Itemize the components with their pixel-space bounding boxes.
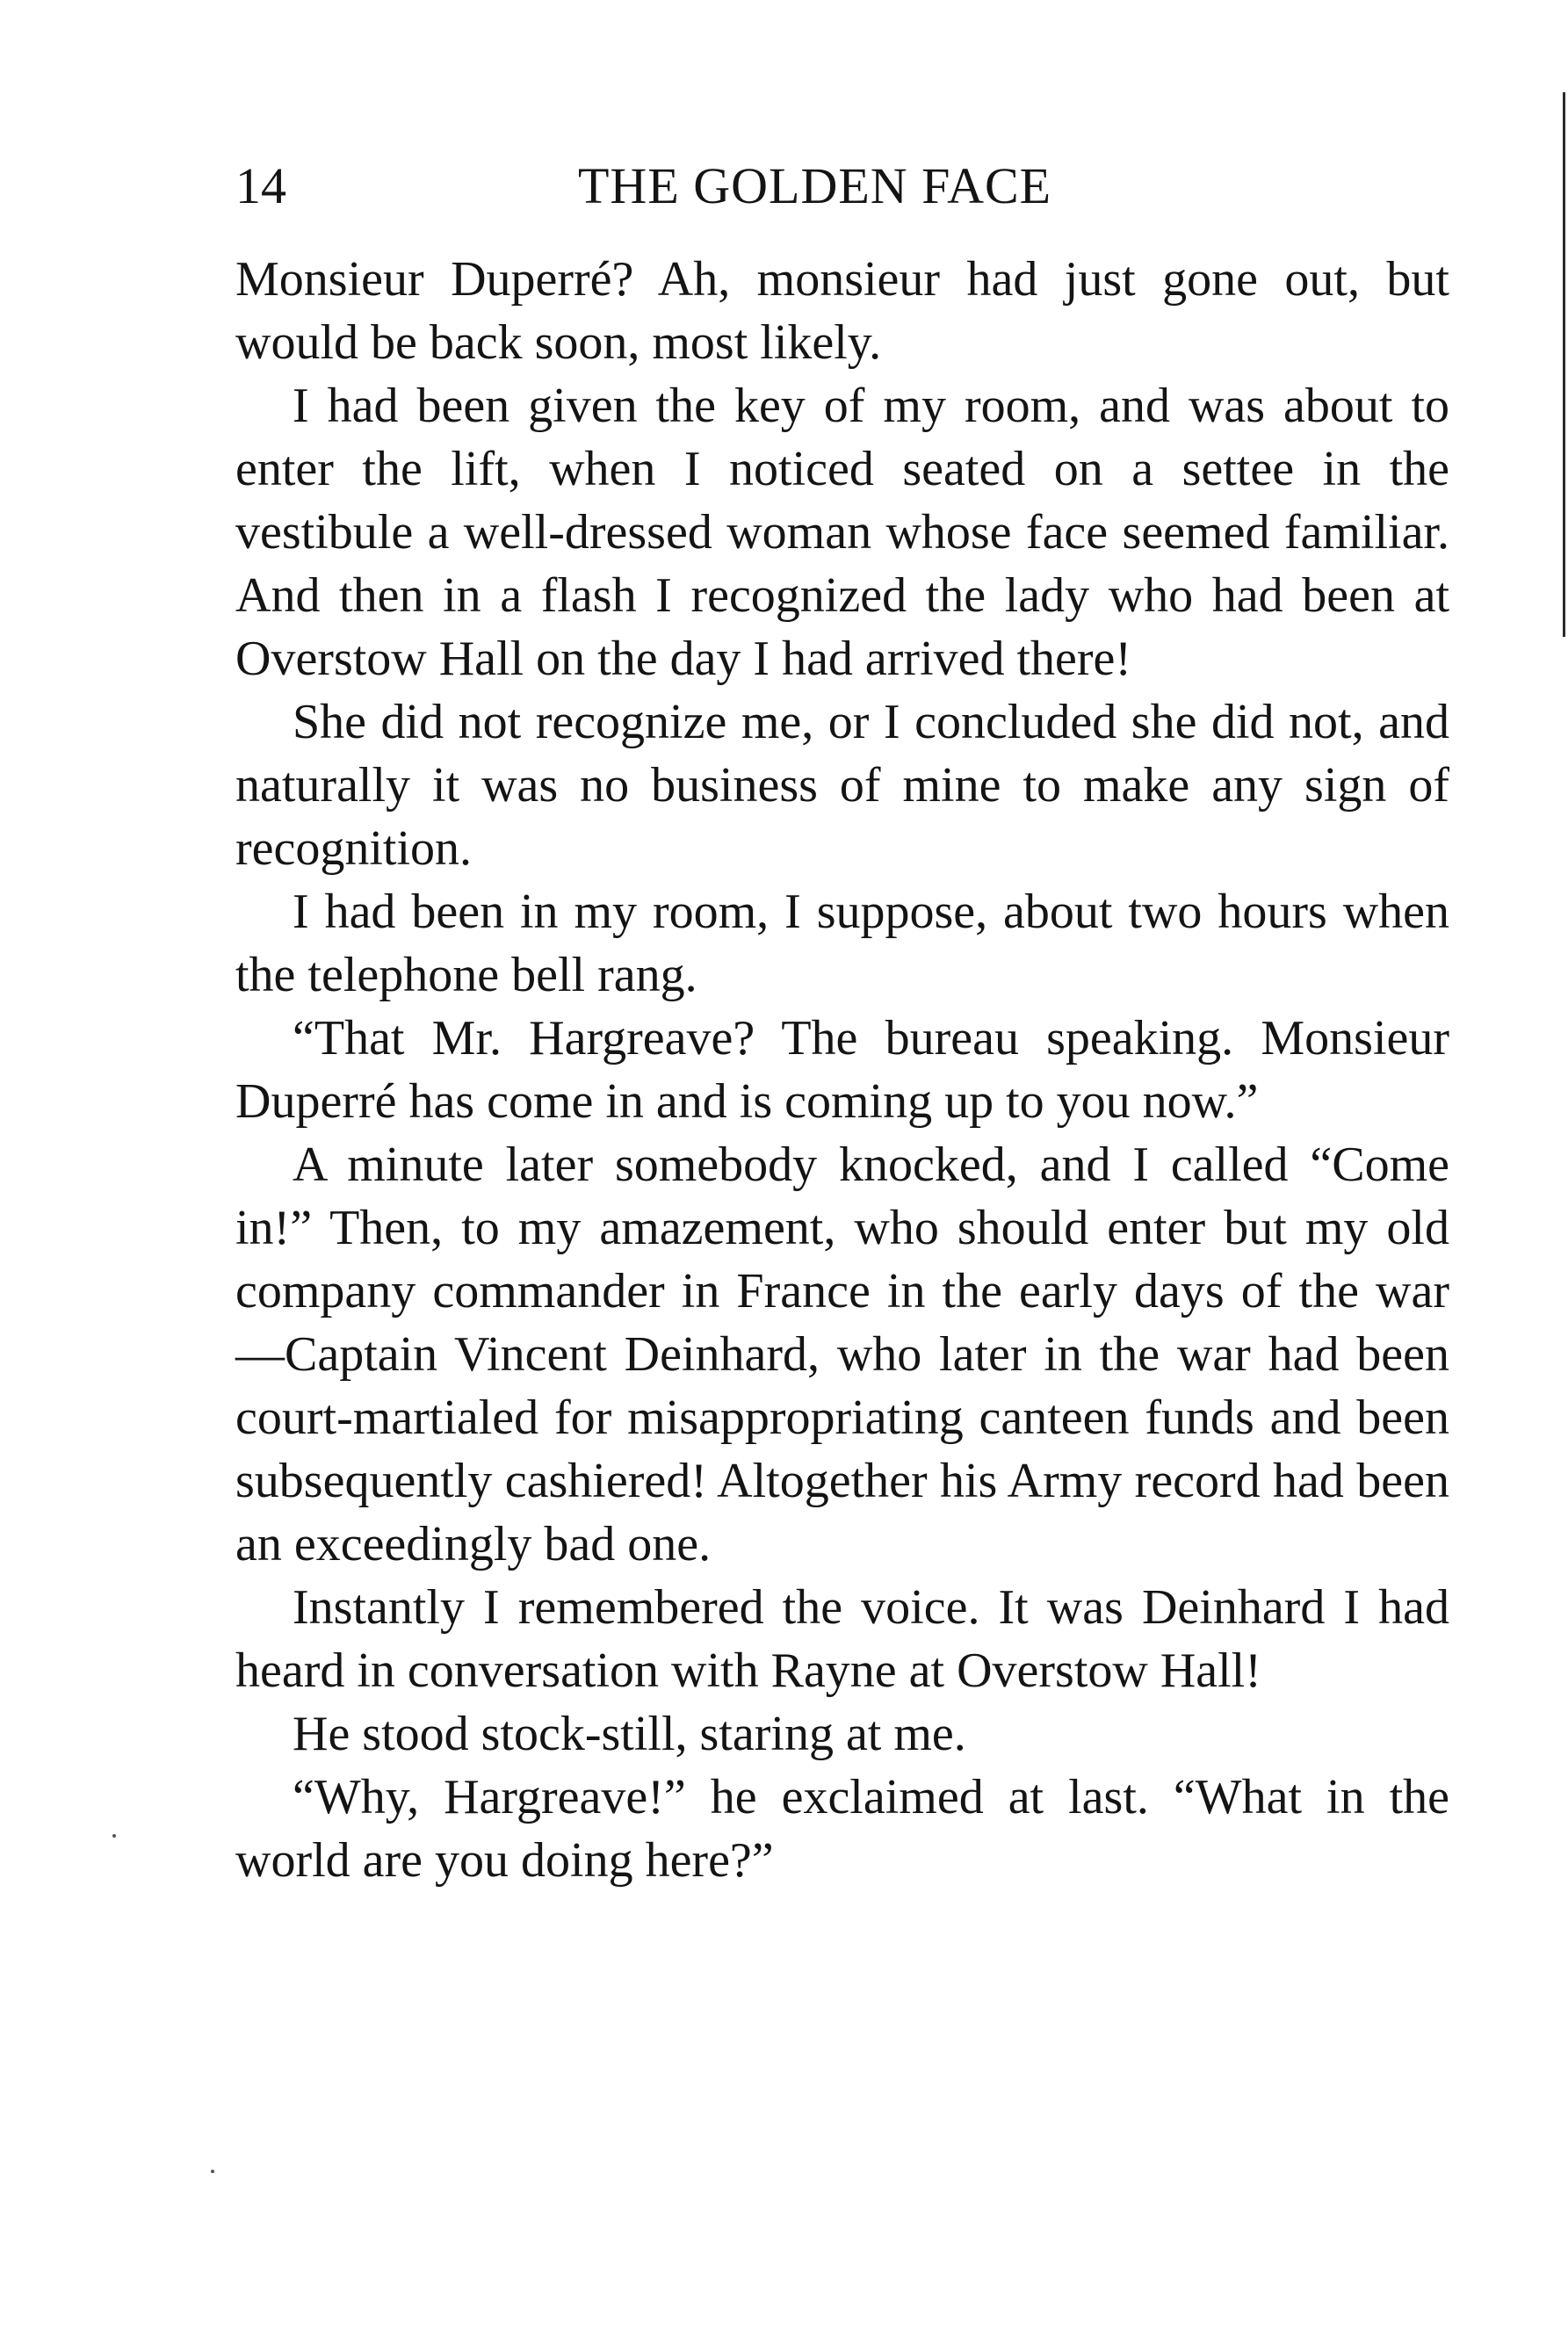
paragraph: A minute later somebody knocked, and I called “Come in!” Then, to my amazement, who should enter but my old company commander in France in the early days of the war—Captain Vincent Deinhard, who later in the war had been court-martialed for misappropriating canteen funds and been subsequently cashiered! Altogether his Army record had been an exceedingly bad one.	[235, 1138, 1449, 1571]
paragraph: I had been in my room, I suppose, about two hours when the telephone bell rang.	[235, 885, 1449, 1002]
running-title: THE GOLDEN FACE	[578, 157, 1052, 214]
paragraph: Monsieur Duperré? Ah, monsieur had just gone out, but would be back soon, most likely.	[235, 252, 1449, 370]
page-edge-line	[1563, 92, 1565, 637]
body-text	[235, 248, 1449, 1892]
paragraph: She did not recognize me, or I concluded she did not, and naturally it was no business of mine to make any sign of recognition.	[235, 695, 1449, 876]
paragraph: “That Mr. Hargreave? The bureau speaking. Monsieur Duperré has come in and is coming up to you now.”	[235, 1011, 1449, 1129]
print-speck	[211, 2170, 214, 2173]
paragraph: Instantly I remembered the voice. It was Deinhard I had heard in conversation with Rayne at Overstow Hall!	[235, 1580, 1449, 1698]
paragraph: “Why, Hargreave!” he exclaimed at last. “What in the world are you doing here?”	[235, 1770, 1449, 1888]
page-header	[235, 151, 1448, 221]
paragraph: I had been given the key of my room, and was about to enter the lift, when I noticed seated on a settee in the vestibule a well-dressed woman whose face seemed familiar. And then in a flash I recognized the lady who had been at Overstow Hall on the day I had arrived there!	[235, 379, 1449, 686]
paragraph: He stood stock-still, staring at me.	[293, 1707, 966, 1761]
page-number: 14	[235, 157, 286, 214]
print-speck	[112, 1834, 116, 1838]
